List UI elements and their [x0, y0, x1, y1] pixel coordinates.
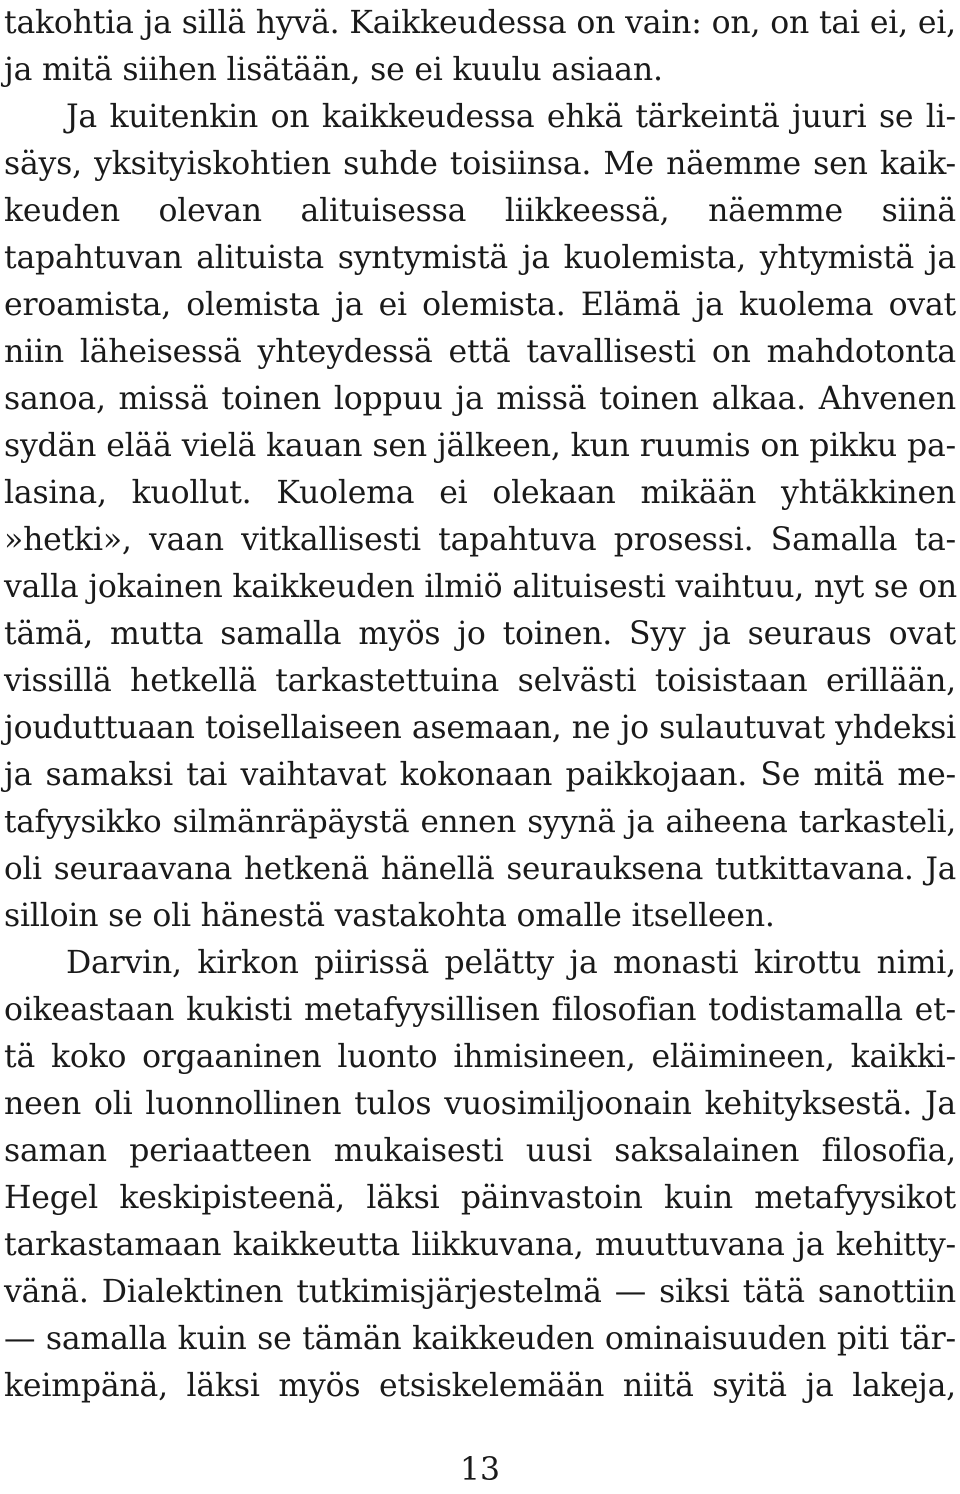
text-line: oli seuraavana hetkenä hänellä seurauksena tutkittavana. Ja [4, 851, 956, 887]
text-line: ja samaksi tai vaihtavat kokonaan paikkojaan. Se mitä me- [4, 757, 956, 793]
text-line: tapahtuvan alituista syntymistä ja kuolemista, yhtymistä ja [4, 240, 956, 276]
text-line: jouduttuaan toisellaiseen asemaan, ne jo sulautuvat yhdeksi [4, 710, 956, 746]
text-line: tafyysikko silmänräpäystä ennen syynä ja aiheena tarkasteli, [4, 804, 956, 840]
page-number: 13 [459, 1452, 501, 1488]
text-line: keimpänä, läksi myös etsiskelemään niitä syitä ja lakeja, [4, 1368, 956, 1404]
text-line: vissillä hetkellä tarkastettuina selvästi toisistaan erillään, [4, 663, 956, 699]
text-line: Darvin, kirkon piirissä pelätty ja monasti kirottu nimi, [66, 945, 956, 981]
text-line: sanoa, missä toinen loppuu ja missä toinen alkaa. Ahvenen [4, 381, 956, 417]
text-line: — samalla kuin se tämän kaikkeuden ominaisuuden piti tär- [4, 1321, 956, 1357]
text-line: sydän elää vielä kauan sen jälkeen, kun ruumis on pikku pa- [4, 428, 956, 464]
text-line: ja mitä siihen lisätään, se ei kuulu asiaan. [4, 52, 663, 88]
text-line: tä koko orgaaninen luonto ihmisineen, eläimineen, kaikki- [4, 1039, 956, 1075]
text-line: oikeastaan kukisti metafyysillisen filosofian todistamalla et- [4, 992, 956, 1028]
text-line: Hegel keskipisteenä, läksi päinvastoin kuin metafyysikot [4, 1180, 956, 1216]
text-line: valla jokainen kaikkeuden ilmiö alituisesti vaihtuu, nyt se on [4, 569, 957, 605]
text-line: Ja kuitenkin on kaikkeudessa ehkä tärkeintä juuri se li- [66, 99, 956, 135]
text-line: silloin se oli hänestä vastakohta omalle itselleen. [4, 898, 775, 934]
text-line: »hetki», vaan vitkallisesti tapahtuva prosessi. Samalla ta- [4, 522, 956, 558]
text-line: vänä. Dialektinen tutkimisjärjestelmä — siksi tätä sanottiin [4, 1274, 956, 1310]
text-line: lasina, kuollut. Kuolema ei olekaan mikään yhtäkkinen [4, 475, 956, 511]
text-line: keuden olevan alituisessa liikkeessä, näemme siinä [4, 193, 956, 229]
text-line: tämä, mutta samalla myös jo toinen. Syy ja seuraus ovat [4, 616, 956, 652]
text-line: säys, yksityiskohtien suhde toisiinsa. Me näemme sen kaik- [4, 146, 956, 182]
text-line: takohtia ja sillä hyvä. Kaikkeudessa on vain: on, on tai ei, ei, [4, 5, 956, 41]
text-line: neen oli luonnollinen tulos vuosimiljoonain kehityksestä. Ja [4, 1086, 956, 1122]
text-line: tarkastamaan kaikkeutta liikkuvana, muuttuvana ja kehitty- [4, 1227, 956, 1263]
text-line: saman periaatteen mukaisesti uusi saksalainen filosofia, [4, 1133, 956, 1169]
text-line: eroamista, olemista ja ei olemista. Elämä ja kuolema ovat [4, 287, 956, 323]
text-line: niin läheisessä yhteydessä että tavallisesti on mahdotonta [4, 334, 956, 370]
